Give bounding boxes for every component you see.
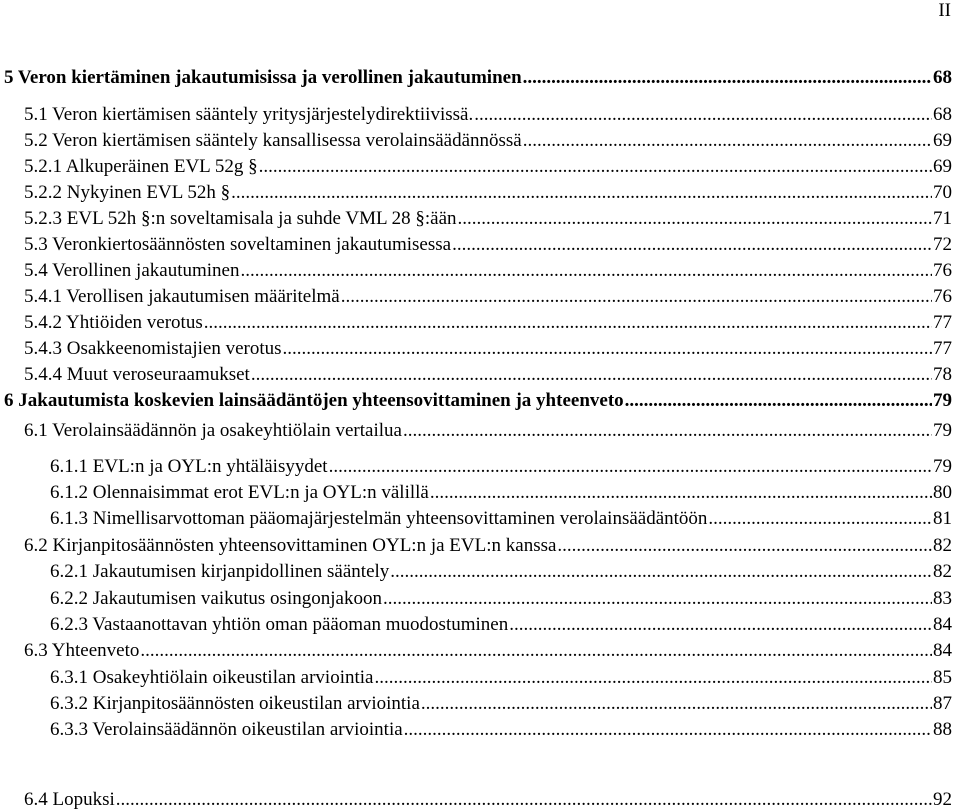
toc-entry-title: 5.4.4 Muut veroseuraamukset bbox=[24, 364, 250, 385]
toc-entry[interactable] bbox=[50, 456, 952, 478]
toc-entry-page: 77 bbox=[933, 338, 952, 359]
toc-entry-page: 69 bbox=[933, 156, 952, 177]
toc-entry[interactable] bbox=[24, 338, 952, 360]
toc-entry-title: 6.1.1 EVL:n ja OYL:n yhtäläisyydet bbox=[50, 456, 328, 477]
toc-dot-leader bbox=[259, 156, 932, 178]
toc-entry[interactable] bbox=[24, 535, 952, 557]
toc-entry-title: 6 Jakautumista koskevien lainsäädäntöjen yhteensovittaminen ja yhteenveto bbox=[4, 390, 624, 411]
toc-entry-page: 88 bbox=[933, 719, 952, 740]
toc-entry-page: 83 bbox=[933, 588, 952, 609]
toc-dot-leader bbox=[458, 208, 932, 230]
toc-dot-leader bbox=[251, 364, 932, 386]
toc-entry-title: 6.2 Kirjanpitosäännösten yhteensovittaminen OYL:n ja EVL:n kanssa bbox=[24, 535, 557, 556]
toc-dot-leader bbox=[404, 719, 932, 741]
toc-dot-leader bbox=[329, 456, 932, 478]
toc-entry[interactable] bbox=[4, 390, 952, 412]
toc-entry-page: 71 bbox=[933, 208, 952, 229]
toc-dot-leader bbox=[341, 286, 932, 308]
toc-entry-page: 85 bbox=[933, 667, 952, 688]
toc-entry[interactable] bbox=[24, 130, 952, 152]
toc-entry-title: 6.3 Yhteenveto bbox=[24, 640, 140, 661]
toc-entry-page: 82 bbox=[933, 561, 952, 582]
toc-entry-page: 92 bbox=[933, 789, 952, 810]
toc-entry[interactable] bbox=[50, 482, 952, 504]
toc-entry[interactable] bbox=[50, 719, 952, 741]
toc-entry-page: 79 bbox=[933, 456, 952, 477]
toc-entry-page: 82 bbox=[933, 535, 952, 556]
toc-dot-leader bbox=[403, 420, 932, 442]
toc-entry-title: 6.1 Verolainsäädännön ja osakeyhtiölain vertailua bbox=[24, 420, 402, 441]
toc-dot-leader bbox=[474, 104, 932, 126]
toc-entry-page: 78 bbox=[933, 364, 952, 385]
toc-entry[interactable] bbox=[24, 104, 952, 126]
toc-entry[interactable] bbox=[24, 364, 952, 386]
toc-entry[interactable] bbox=[24, 789, 952, 811]
toc-entry[interactable] bbox=[24, 260, 952, 282]
toc-dot-leader bbox=[374, 667, 932, 689]
toc-entry[interactable] bbox=[50, 693, 952, 715]
toc-entry-page: 81 bbox=[933, 508, 952, 529]
toc-entry[interactable] bbox=[4, 67, 952, 89]
toc-entry[interactable] bbox=[50, 614, 952, 636]
toc-entry-title: 6.2.2 Jakautumisen vaikutus osingonjakoon bbox=[50, 588, 382, 609]
toc-entry[interactable] bbox=[50, 588, 952, 610]
toc-entry-page: 68 bbox=[933, 104, 952, 125]
toc-entry-page: 76 bbox=[933, 260, 952, 281]
toc-entry-title: 5.4.2 Yhtiöiden verotus bbox=[24, 312, 203, 333]
toc-entry[interactable] bbox=[50, 561, 952, 583]
page-number: II bbox=[938, 0, 951, 21]
toc-dot-leader bbox=[231, 182, 932, 204]
toc-dot-leader bbox=[557, 535, 932, 557]
toc-dot-leader bbox=[116, 789, 932, 811]
toc-entry[interactable] bbox=[24, 312, 952, 334]
toc-entry-title: 5.4.1 Verollisen jakautumisen määritelmä bbox=[24, 286, 340, 307]
toc-dot-leader bbox=[708, 508, 932, 530]
toc-entry-title: 6.2.1 Jakautumisen kirjanpidollinen sääntely bbox=[50, 561, 390, 582]
toc-entry[interactable] bbox=[24, 208, 952, 230]
toc-entry[interactable] bbox=[50, 508, 952, 530]
toc-dot-leader bbox=[523, 67, 932, 89]
toc-entry-title: 5.2.1 Alkuperäinen EVL 52g § bbox=[24, 156, 258, 177]
toc-dot-leader bbox=[390, 561, 932, 583]
toc-entry-title: 5.3 Veronkiertosäännösten soveltaminen jakautumisessa bbox=[24, 234, 452, 255]
toc-entry-page: 84 bbox=[933, 614, 952, 635]
toc-dot-leader bbox=[140, 640, 932, 662]
toc-entry[interactable] bbox=[50, 667, 952, 689]
toc-dot-leader bbox=[625, 390, 932, 412]
toc-dot-leader bbox=[509, 614, 932, 636]
toc-entry-title: 5.2.3 EVL 52h §:n soveltamisala ja suhde VML 28 §:ään bbox=[24, 208, 457, 229]
toc-dot-leader bbox=[283, 338, 932, 360]
toc-dot-leader bbox=[240, 260, 932, 282]
toc-entry[interactable] bbox=[24, 234, 952, 256]
toc-entry-page: 70 bbox=[933, 182, 952, 203]
toc-dot-leader bbox=[204, 312, 932, 334]
toc-entry-title: 5.4.3 Osakkeenomistajien verotus bbox=[24, 338, 282, 359]
toc-entry-page: 80 bbox=[933, 482, 952, 503]
toc-entry-page: 69 bbox=[933, 130, 952, 151]
toc-entry-title: 5.2 Veron kiertämisen sääntely kansallisessa verolainsäädännössä bbox=[24, 130, 522, 151]
toc-entry-title: 6.2.3 Vastaanottavan yhtiön oman pääoman muodostuminen bbox=[50, 614, 509, 635]
toc-entry[interactable] bbox=[24, 640, 952, 662]
toc-entry-page: 76 bbox=[933, 286, 952, 307]
toc-entry-title: 5.4 Verollinen jakautuminen bbox=[24, 260, 240, 281]
toc-dot-leader bbox=[523, 130, 932, 152]
toc-entry-title: 6.1.3 Nimellisarvottoman pääomajärjestelmän yhteensovittaminen verolainsäädäntöön bbox=[50, 508, 708, 529]
toc-entry-title: 6.3.2 Kirjanpitosäännösten oikeustilan arviointia bbox=[50, 693, 420, 714]
toc-dot-leader bbox=[430, 482, 932, 504]
toc-entry[interactable] bbox=[24, 286, 952, 308]
toc-entry[interactable] bbox=[24, 182, 952, 204]
toc-dot-leader bbox=[383, 588, 932, 610]
toc-entry-page: 79 bbox=[933, 420, 952, 441]
toc-entry-title: 6.3.3 Verolainsäädännön oikeustilan arviointia bbox=[50, 719, 403, 740]
toc-entry-page: 77 bbox=[933, 312, 952, 333]
toc-entry-page: 79 bbox=[933, 390, 952, 411]
toc-entry-title: 6.3.1 Osakeyhtiölain oikeustilan arviointia bbox=[50, 667, 374, 688]
toc-dot-leader bbox=[421, 693, 932, 715]
toc-entry-title: 6.4 Lopuksi bbox=[24, 789, 115, 810]
toc-entry[interactable] bbox=[24, 156, 952, 178]
toc-entry-page: 72 bbox=[933, 234, 952, 255]
toc-entry[interactable] bbox=[24, 420, 952, 442]
toc-entry-title: 5 Veron kiertäminen jakautumisissa ja verollinen jakautuminen bbox=[4, 67, 522, 88]
toc-entry-page: 84 bbox=[933, 640, 952, 661]
toc-entry-page: 68 bbox=[933, 67, 952, 88]
toc-entry-title: 5.2.2 Nykyinen EVL 52h § bbox=[24, 182, 231, 203]
toc-entry-title: 6.1.2 Olennaisimmat erot EVL:n ja OYL:n välillä bbox=[50, 482, 429, 503]
toc-entry-title: 5.1 Veron kiertämisen sääntely yritysjärjestelydirektiivissä. bbox=[24, 104, 474, 125]
toc-entry-page: 87 bbox=[933, 693, 952, 714]
toc-dot-leader bbox=[452, 234, 932, 256]
